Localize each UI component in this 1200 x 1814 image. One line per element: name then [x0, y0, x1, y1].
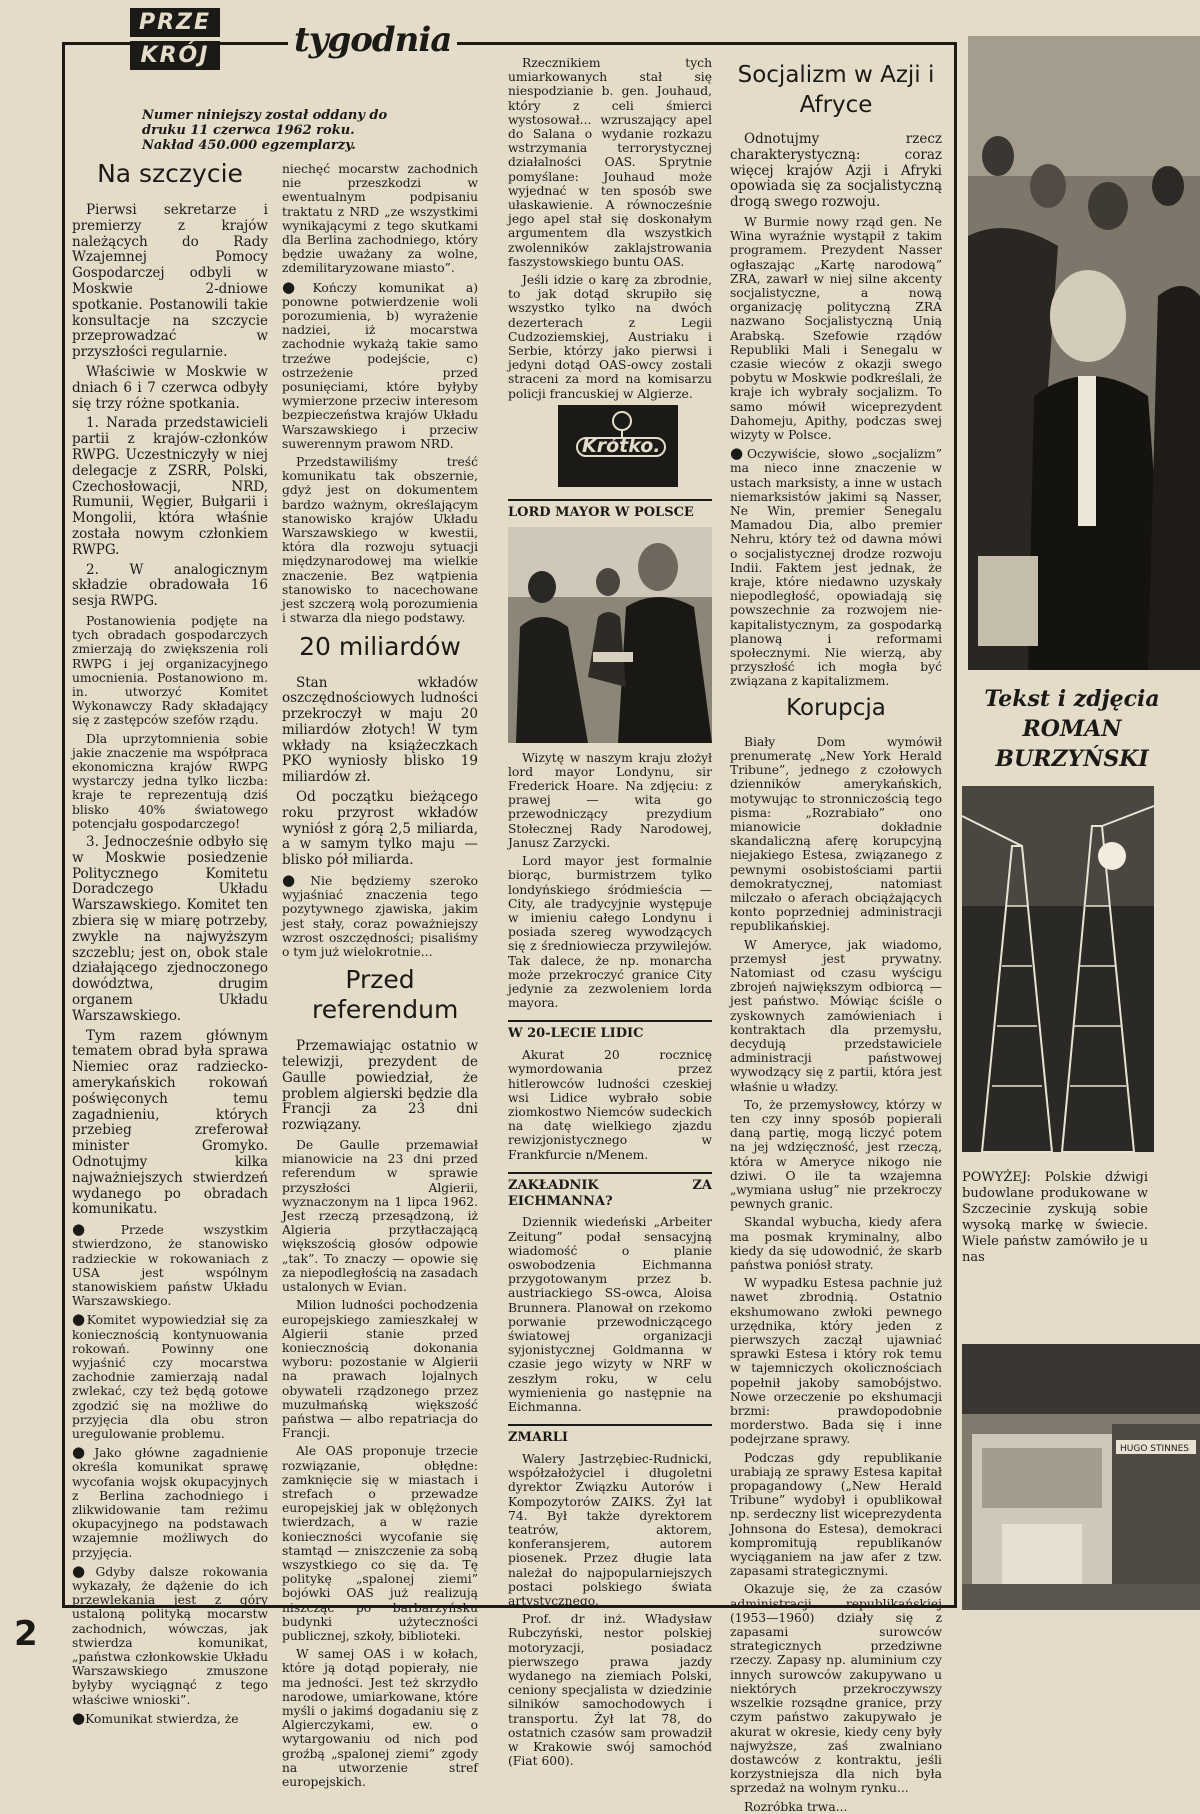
- logo-bottom: KRÓJ: [130, 41, 220, 70]
- stand-photo: [962, 1344, 1200, 1610]
- paragraph: 1. Narada przedstawicieli partii z krajów-członków RWPG. Uczestniczyły w niej delegacje z ZSRR, Polski, Czechosłowacji, NRD, Rumunii, Węgier, Bułgarii i Mongolii, która właśnie została nowym członkiem RWPG.: [72, 415, 268, 558]
- cranes-photo: [962, 786, 1154, 1152]
- paragraph: Wizytę w naszym kraju złożył lord mayor Londynu, sir Frederick Hoare. Na zdjęciu: z prawej — wita go przewodniczący prezydium Stołecznej Rady Narodowej, Janusz Zarzycki.: [508, 750, 712, 850]
- bullet-paragraph: ● Komitet wypowiedział się za koniecznością kontynuowania rokowań. Powinny one wyjaśnić czy mocarstwa zachodnie zamierzają nadal zwlekać, czy też będą gotowe zgodzić się na możliwe do przyjęcia dla obu stron uregulowanie problemu.: [72, 1312, 268, 1441]
- paragraph: Podczas gdy republikanie urabiają ze sprawy Estesa kapitał propagandowy („New Herald Tribune” wydobył i opublikował np. serdeczny list wiceprezydenta Johnsona do Estesa), demokraci kompromitują republikanów wyciąganiem na jaw afer z tzw. zapasami strategicznymi.: [730, 1450, 942, 1579]
- paragraph: Postanowienia podjęte na tych obradach gospodarczych zmierzają do zwiększenia roli RWPG i jej organizacyjnego umocnienia. Postanowiono m. in. utworzyć Komitet Wykonawczy Rady składający się z zastępców szefów rządu.: [72, 613, 268, 728]
- headline-na-szczycie: Na szczycie: [97, 159, 243, 188]
- paragraph: Od początku bieżącego roku przyrost wkładów wyniósł z górą 2,5 miliarda, a w samym tylko maju — blisko pół miliarda.: [282, 789, 478, 869]
- bullet-paragraph: ● Nie będziemy szeroko wyjaśniać znaczenia tego pozytywnego zjawiska, jakim jest stały, coraz poważniejszy wzrost oszczędności; pisaliśmy o tym już wielokrotnie...: [282, 873, 478, 959]
- caption-box: [962, 1170, 1148, 1290]
- headline-korupcja: Korupcja: [786, 694, 886, 721]
- paragraph: Stan wkładów oszczędnościowych ludności przekroczył w maju 20 miliardów złotych! W tym wkłady na książeczkach PKO wyniosły blisko 19 miliardów zł.: [282, 674, 478, 786]
- paragraph: Dla uprzytomnienia sobie jakie znaczenie ma współpraca ekonomiczna krajów RWPG wystarczy jedna tylko liczba: kraje te reprezentują dziś blisko 40% światowego potencjału gospodarczego!: [72, 731, 268, 831]
- bullet-paragraph: ● Gdyby dalsze rokowania wykazały, że dążenie do ich przewlekania jest z góry ustaloną polityką mocarstw zachodnich, wówczas, jak stwierdza komunikat, „państwa członkowskie Układu Warszawskiego zmuszone byłyby wyciągnąć z tego właściwe wnioski”.: [72, 1564, 268, 1707]
- bullet-paragraph: ● Przede wszystkim stwierdzono, że stanowisko radzieckie w rokowaniach z USA jest wspólnym stanowiskiem państw Układu Warszawskiego.: [72, 1222, 268, 1308]
- paragraph: Jeśli idzie o karę za zbrodnie, to jak dotąd skrupiło się wszystko tylko na dwóch dezerterach z Legii Cudzoziemskiej, Austriaku i Serbie, którzy jako pierwsi i jedyni dotąd OAS-owcy zostali straceni za mord na komisarzu policji francuskiej w Algierze.: [508, 273, 712, 401]
- lidice-heading: W 20-LECIE LIDIC: [508, 1020, 712, 1042]
- stand-photo-art: [962, 1344, 1200, 1610]
- paragraph: Tym razem głównym tematem obrad była sprawa Niemiec oraz radziecko-amerykańskich rokowań poświęconych temu zagadnieniu, których przebieg zreferował minister Gromyko. Odnotujmy kilka najważniejszych stwierdzeń wydanego po obradach komunikatu.: [72, 1027, 268, 1218]
- paragraph: Przemawiając ostatnio w telewizji, prezydent de Gaulle powiedział, że problem algierski będzie dla Francji za 23 dni rozwiązany.: [282, 1038, 478, 1134]
- paragraph: W wypadku Estesa pachnie już nawet zbrodnią. Ostatnio ekshumowano zwłoki pewnego urzędnika, który jeden z pierwszych zaczął ujawniać sprawki Estesa i który rok temu w tajemniczych okolicznościach popełnił jakoby samobójstwo. Nowe orzeczenie po ekshumacji brzmi: prawdopodobnie morderstwo. Bada się i inne podejrzane sprawy.: [730, 1276, 942, 1447]
- logo-top: PRZE: [130, 8, 220, 37]
- headline-20-miliardow: 20 miliardów: [299, 631, 461, 661]
- section-title: tygodnia: [288, 20, 457, 60]
- paragraph: Rozróbka trwa...: [744, 1799, 848, 1814]
- stand-sign-text: HUGO STINNES: [1120, 1444, 1190, 1454]
- headline-socjalizm: Socjalizm w Azji i Afryce: [737, 62, 935, 118]
- paragraph: Walery Jastrzębiec-Rudnicki, współzałożyciel i długoletni dyrektor Związku Autorów i Kompozytorów ZAIKS. Żył lat 74. Był także dyrektorem teatrów, aktorem, konferansjerem, autorem piosenek. Przez długie lata należał do najpopularniejszych postaci polskiego świata artystycznego.: [508, 1451, 712, 1609]
- credit-name: ROMAN: [1022, 716, 1122, 742]
- paragraph: De Gaulle przemawiał mianowicie na 23 dni przed referendum w sprawie przyszłości Algierii, wyznaczonym na 1 lipca 1962. Jest rzeczą przesądzoną, iż Algieria przytłaczającą większością głosów odpowie „tak”. To znaczy — opowie się za niepodległością na zasadach ustalonych w Evian.: [282, 1138, 478, 1295]
- paragraph: Okazuje się, że za czasów administracji republikańskiej (1953—1960) działy się z zapasami surowców strategicznych przedziwne rzeczy. Zapasy np. aluminium czy innych surowców zakupywano u niektórych przekroczywszy wszelkie rozsądne granice, przy czym państwo zakupywało je akurat w okresie, kiedy ceny były najwyższe, zaś zwalniano dostawców z kontraktu, jeśli korzystniejsza dla nich była sprzedaż na wolnym rynku...: [730, 1582, 942, 1796]
- cranes-photo-art: [962, 786, 1154, 1152]
- paragraph: Milion ludności pochodzenia europejskiego zamieszkałej w Algierii stanie przed koniecznością dokonania wyboru: pozostanie w Algierii na prawach lojalnych obywateli rządzonego przez muzułmańską większość państwa — albo repatriacja do Francji.: [282, 1298, 478, 1441]
- lord-mayor-photo-art: [508, 527, 712, 743]
- column-2: [282, 162, 478, 1789]
- paragraph: W Ameryce, jak wiadomo, przemysł jest prywatny. Natomiast od czasu wyścigu zbrojeń największym odbiorcą — jest państwo. Mówiąc ściśle o zyskownych zamówieniach i kontraktach dla przemysłu, decydują przedstawiciele administracji państwowej wywodzący się z partii, która jest właśnie u władzy.: [730, 937, 942, 1094]
- crowd-photo-art: [968, 36, 1200, 670]
- paragraph: Pierwsi sekretarze i premierzy z krajów należących do Rady Wzajemnej Pomocy Gospodarczej odbyli w Moskwie 2-dniowe spotkanie. Postanowili takie konsultacje na szczycie przeprowadzać w przyszłości regularnie.: [72, 202, 268, 361]
- krotko-box: [558, 405, 678, 487]
- paragraph: Akurat 20 rocznicę wymordowania przez hitlerowców ludności czeskiej wsi Lidice wybrało sobie ziomkostwo Niemców sudeckich na datę wielkiego zjazdu rewizjonistycznego w Frankfurcie n/Menem.: [508, 1048, 712, 1162]
- zmarli-heading: ZMARLI: [508, 1424, 712, 1446]
- paragraph: Odnotujmy rzecz charakterystyczną: coraz więcej krajów Azji i Afryki opowiada się za socjalistyczną drogą swego rozwoju.: [730, 131, 942, 211]
- page-number: 2: [14, 1614, 38, 1654]
- crowd-photo: [968, 36, 1200, 670]
- print-note: Numer niniejszy został oddany do druku 11 czerwca 1962 roku. Nakład 450.000 egzemplarzy.: [142, 108, 388, 153]
- bullet-paragraph: ● Komunikat stwierdza, że: [72, 1711, 268, 1726]
- column-4: [730, 56, 942, 1814]
- paragraph: 2. W analogicznym składzie obradowała 16 sesja RWPG.: [72, 561, 268, 610]
- lord-mayor-heading: LORD MAYOR W POLSCE: [508, 499, 712, 521]
- credit-line: Tekst i zdjęcia: [984, 686, 1160, 712]
- bullet-paragraph: ● Oczywiście, słowo „socjalizm” ma nieco inne znaczenie w ustach marksisty, a inne w ustach niemarksistów jakimi są Nasser, Ne Win, premier Senegalu Mamadou Dia, albo premier Nehru, który też od dawna mówi o socjalistycznej drodze rozwoju Indii. Faktem jest jednak, że kraje, które niedawno uzyskały niepodległość, opowiadają się powszechnie za rozwojem nie-kapitalistycznym, za gospodarką planową i reformami społecznymi. Nie wierzą, aby przyszłość ich mogła być związana z kapitalizmem.: [730, 446, 942, 688]
- magazine-logo: [130, 8, 220, 74]
- bullet-paragraph: ● Jako główne zagadnienie określa komunikat sprawę wycofania wojsk okupacyjnych z Berlina zachodniego i zlikwidowanie tam reżimu okupacyjnego na podstawach wzajemnie możliwych do przyjęcia.: [72, 1445, 268, 1560]
- paragraph: W Burmie nowy rząd gen. Ne Wina wyraźnie wystąpił z takim programem. Prezydent Nasser ogłaszając „Kartę narodową” ZRA, zawarł w niej silne akcenty socjalistyczne, a nową organizację polityczną ZRA nazwano Socjalistyczną Unią Arabską. Szefowie rządów Republiki Mali i Senegalu w czasie wieców z okazji swego pobytu w Moskwie podkreślali, że kraje ich wybrały socjalizm. To samo mówił wiceprezydent Dahomeju, Apithy, podczas swej wizyty w Polsce.: [730, 214, 942, 443]
- paragraph: To, że przemysłowcy, którzy w ten czy inny sposób popierali daną partię, mogą liczyć potem na jej wdzięczność, jest rzeczą, która w Ameryce nikogo nie dziwi. O ile ta wzajemna „wymiana usług” nie przekroczy pewnych granic.: [730, 1097, 942, 1212]
- photo-caption: POWYŻEJ: Polskie dźwigi budowlane produkowane w Szczecinie zyskują sobie wysoką markę w świecie. Wiele państw zamówiło je u nas: [962, 1170, 1148, 1265]
- credit-surname: BURZYŃSKI: [995, 746, 1149, 772]
- photo-credit: [972, 684, 1172, 774]
- paragraph: Dziennik wiedeński „Arbeiter Zeitung” podał sensacyjną wiadomość o planie oswobodzenia Eichmanna przygotowanym przez b. austriackiego SS-owca, Aloisa Brunnera. Planował on rzekomo porwanie przewodniczącego światowej organizacji syjonistycznej Goldmanna w czasie jego wizyty w NRF w zeszłym roku, w celu wymienienia go następnie na Eichmanna.: [508, 1215, 712, 1414]
- paragraph: Prof. dr inż. Władysław Rubczyński, nestor polskiej motoryzacji, posiadacz pierwszego prawa jazdy wydanego na ziemiach Polski, ceniony specjalista w dziedzinie silników samochodowych i transportu. Żył lat 78, do ostatnich czasów sam prowadził w Krakowie swój samochód (Fiat 600).: [508, 1612, 712, 1769]
- paragraph: niechęć mocarstw zachodnich nie przeszkodzi w ewentualnym podpisaniu traktatu z NRD „ze wszystkimi wynikającymi z tego skutkami dla Berlina zachodniego, który będzie uważany za wolne, zdemilitaryzowane miasto”.: [282, 162, 478, 276]
- lord-mayor-photo: [508, 527, 712, 743]
- bullet-paragraph: ● Kończy komunikat a) ponowne potwierdzenie woli porozumienia, b) wyrażenie nadziei, iż mocarstwa zachodnie wykażą takie samo trzeźwe podejście, c) ostrzeżenie przed posunięciami, które byłyby wymierzone przeciw interesom bezpieczeństwa krajów Układu Warszawskiego i przeciw suwerennym prawom NRD.: [282, 280, 478, 451]
- paragraph: Właściwie w Moskwie w dniach 6 i 7 czerwca odbyły się trzy różne spotkania.: [72, 363, 268, 412]
- column-3: [508, 56, 712, 1769]
- paragraph: 3. Jednocześnie odbyło się w Moskwie posiedzenie Politycznego Komitetu Doradczego Układu Warszawskiego. Komitet ten zbiera się w miarę potrzeby, zwykle na najwyższym szczeblu; jest on, obok stale działającego zjednoczonego dowództwa, drugim organem Układu Warszawskiego.: [72, 833, 268, 1024]
- paragraph: Skandal wybucha, kiedy afera ma posmak kryminalny, albo kiedy da się udowodnić, że skarb państwa poniósł straty.: [730, 1215, 942, 1272]
- paragraph: Ale OAS proponuje trzecie rozwiązanie, obłędne: zamknięcie się w miastach i strefach o przewadze europejskiej jak w oblężonych twierdzach, a w razie konieczności wycofanie się stamtąd — zniszczenie za sobą wszystkiego co się da. Tę politykę „spalonej ziemi” bojówki OAS już realizują niszcząc po barbarzyńsku budynki użyteczności publicznej, szkoły, biblioteki.: [282, 1444, 478, 1643]
- paragraph: Lord mayor jest formalnie biorąc, burmistrzem tylko londyńskiego śródmieścia — City, ale tradycyjnie występuje w imieniu całego Londynu i posiada szereg wywodzących się z średniowiecza przywilejów. Tak dalece, że np. monarcha może przekroczyć granice City jedynie za zezwoleniem lorda mayora.: [508, 854, 712, 1011]
- krotko-label: Krótko.: [576, 437, 666, 457]
- paragraph: Rzecznikiem tych umiarkowanych stał się niespodzianie b. gen. Jouhaud, który z celi śmierci wystosował... wzruszający apel do Salana o wydanie rozkazu wstrzymania terrorystycznej działalności OAS. Sprytnie pomyślane: Jouhaud może wyjednać w ten sposób swe ułaskawienie. A równocześnie jego apel stał się doskonałym argumentem dla wszystkich zwolenników zaklajstrowania faszystowskiego buntu OAS.: [508, 56, 712, 269]
- paragraph: W samej OAS i w kołach, które ją dotąd popierały, nie ma jedności. Jest też skrzydło narodowe, umiarkowane, które myśli o jakimś dogadaniu się z Algierczykami, ew. o wytargowaniu od nich pod groźbą „spalonej ziemi” zgody na utworzenie stref europejskich.: [282, 1647, 478, 1789]
- headline-przed-referendum: Przed referendum: [312, 965, 459, 1025]
- eichmann-heading: ZAKŁADNIK ZA EICHMANNA?: [508, 1172, 712, 1210]
- paragraph: Biały Dom wymówił prenumeratę „New York Herald Tribune”, jednego z czołowych dzienników amerykańskich, motywując to stronniczością tego pisma: „Rozrabiało” ono mianowicie dokładnie skandaliczną aferę korupcyjną niejakiego Estesa, związanego z pewnymi osobistościami partii demokratycznej, natomiast milczało o aferach obciążających konto poprzedniej administracji republikańskiej.: [730, 734, 942, 934]
- paragraph: Przedstawiliśmy treść komunikatu tak obszernie, gdyż jest on dokumentem bardzo ważnym, określającym stanowisko krajów Układu Warszawskiego w kwestii, która dla rozwoju sytuacji międzynarodowej ma wielkie znaczenie. Bez wątpienia stanowisko to nacechowane jest szczerą wolą porozumienia i stwarza dla niego podstawy.: [282, 455, 478, 626]
